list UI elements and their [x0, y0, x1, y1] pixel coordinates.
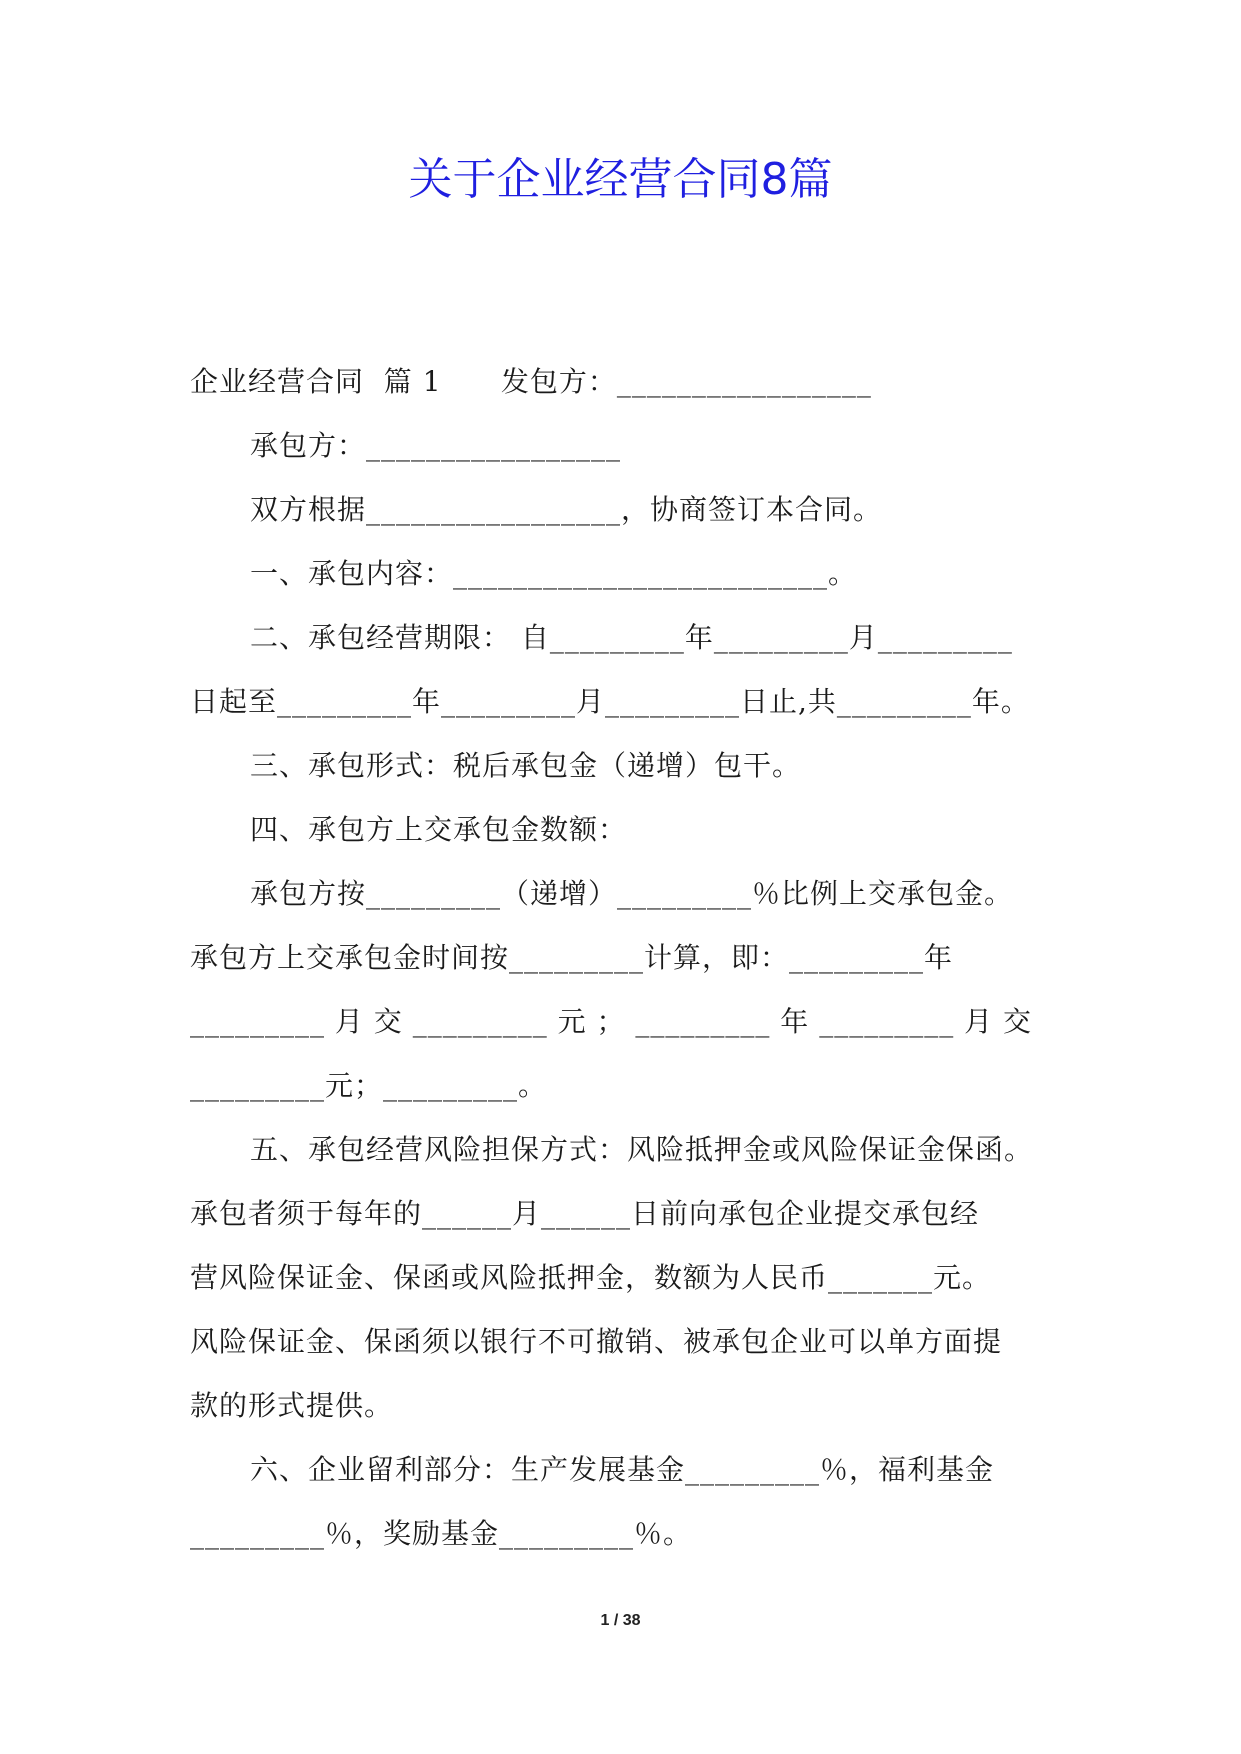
paragraph-clause-4: 四、承包方上交承包金数额： [250, 813, 628, 846]
paragraph-clause-4-time: 承包方上交承包金时间按_________计算，即：_________年 [190, 941, 954, 974]
paragraph-clause-5-line2: 承包者须于每年的______月______日前向承包企业提交承包经 [190, 1197, 980, 1230]
paragraph-clause-5-line5: 款的形式提供。 [190, 1389, 394, 1422]
paragraph-clause-4-schedule: _________ 月 交 _________ 元 ； _________ 年 _________ 月 交 [190, 1005, 1033, 1038]
paragraph-clause-4-end: _________元；_________。 [190, 1069, 548, 1102]
paragraph-clause-2: 二、承包经营期限： 自_________年_________月_________ [250, 621, 1013, 654]
paragraph-header-line: 企业经营合同 篇 1 发包方：_________________ [190, 365, 872, 398]
paragraph-clause-2-cont: 日起至_________年_________月_________日止,共_________年。 [190, 685, 1030, 718]
paragraph-contractor: 承包方：_________________ [250, 429, 622, 462]
paragraph-basis: 双方根据_________________，协商签订本合同。 [250, 493, 883, 526]
paragraph-clause-6: 六、企业留利部分：生产发展基金_________％，福利基金 [250, 1453, 995, 1486]
document-body [190, 350, 1052, 1566]
paragraph-clause-1: 一、承包内容：_________________________。 [250, 557, 858, 590]
paragraph-clause-5-line4: 风险保证金、保函须以银行不可撤销、被承包企业可以单方面提 [190, 1325, 1003, 1358]
paragraph-clause-5: 五、承包经营风险担保方式：风险抵押金或风险保证金保函。 [250, 1133, 1034, 1166]
page-number: 1 / 38 [600, 1612, 641, 1629]
document-title: 关于企业经营合同8篇 [408, 154, 833, 205]
paragraph-clause-4-ratio: 承包方按_________（递增）_________％比例上交承包金。 [250, 877, 1014, 910]
paragraph-clause-5-line3: 营风险保证金、保函或风险抵押金，数额为人民币_______元。 [190, 1261, 992, 1294]
paragraph-clause-3: 三、承包形式：税后承包金（递增）包干。 [250, 749, 802, 782]
paragraph-clause-6-cont: _________％，奖励基金_________％。 [190, 1517, 693, 1550]
